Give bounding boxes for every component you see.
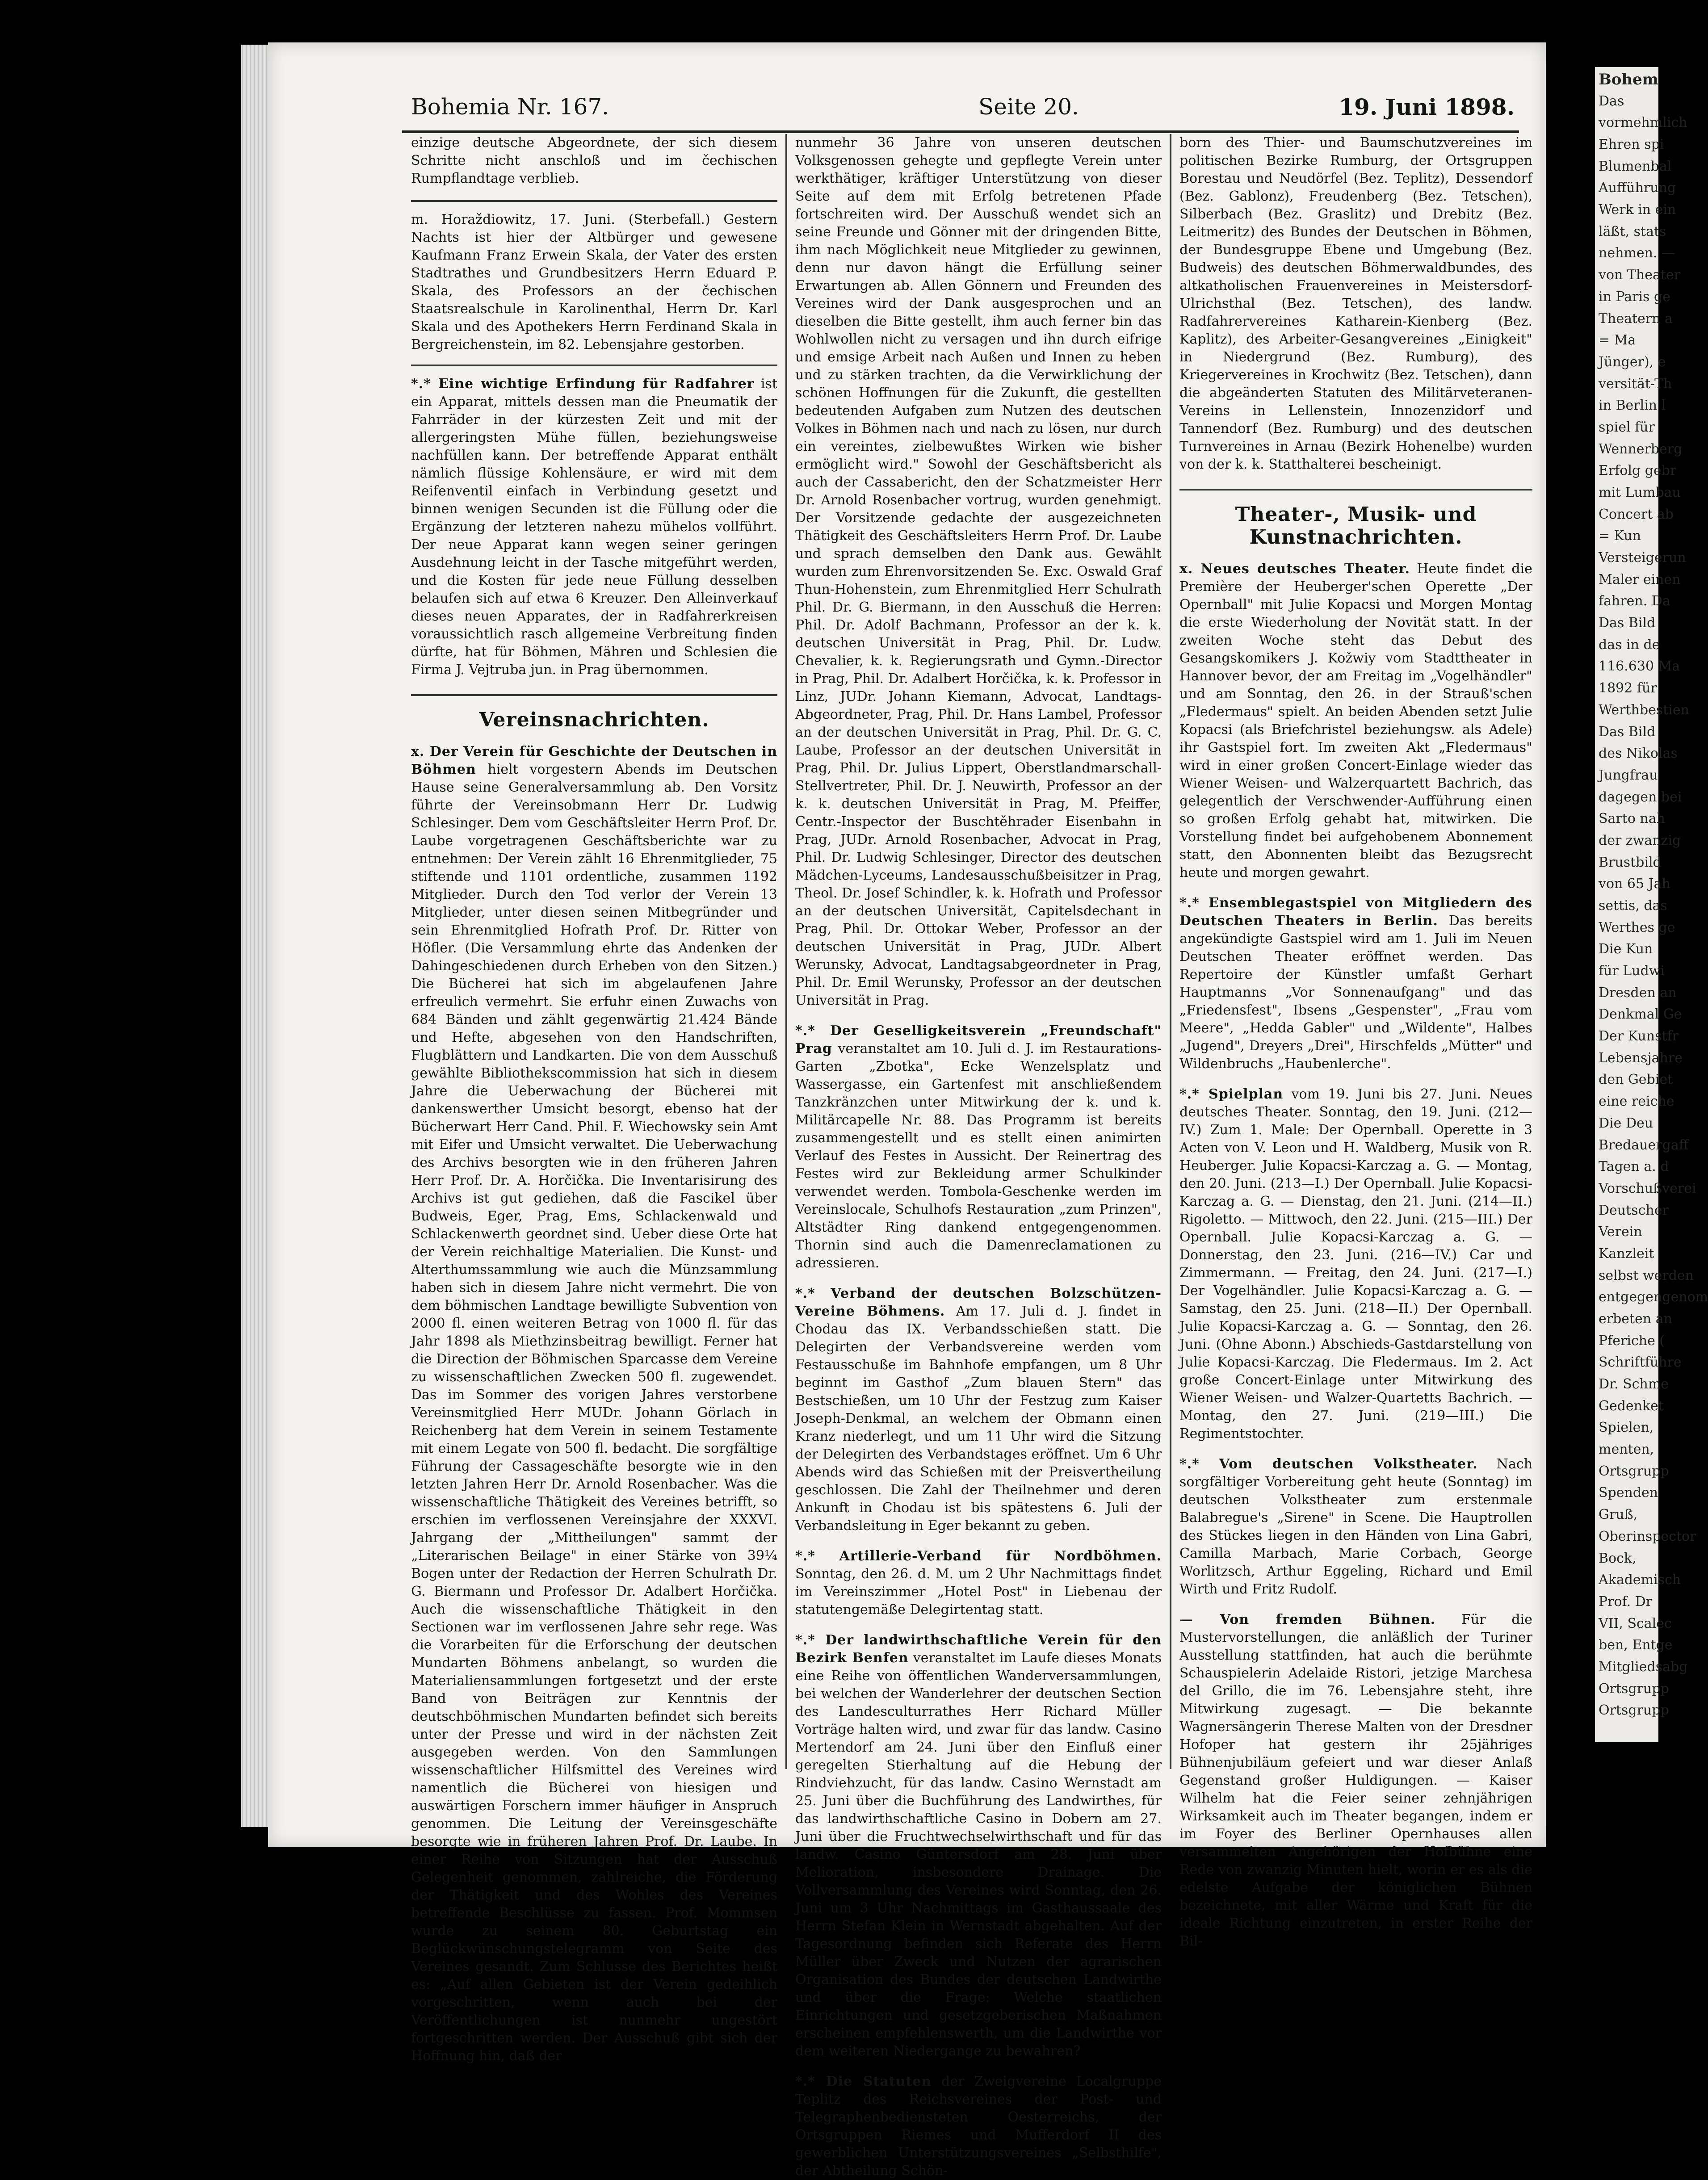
article-lead: *.* Spielplan [1179,1086,1284,1102]
article-lead: *.* Der Geselligkeitsverein „Freundschaft" Prag [795,1023,1162,1056]
adjacent-page-text: Ehren spi [1599,137,1664,153]
adjacent-page-text: Ortsgrupp [1599,1702,1669,1719]
article-spielplan [1179,1086,1532,1443]
adjacent-page-text: Gedenket [1599,1398,1664,1414]
article-body: hielt vorgestern Abends im Deutschen Hause seine Generalversammlung ab. Den Vorsitz führte der Vereinsobmann Herr Dr. Ludwig Schlesinger. Dem vom Geschäftsleiter Herrn Prof. Dr. Laube vorgetragenen Geschäftsberichte war zu entnehmen: Der Verein zählt 16 Ehrenmitglieder, 75 stiftende und 1101 ordentliche, zusammen 1192 Mitglieder. Durch den Tod verlor der Verein 13 Mitglieder, unter diesen seinen Mitbegründer und sein Ehrenmitglied Hofrath Prof. Dr. Ritter von Höfler. (Die Versammlung ehrte das Andenken der Dahingeschiedenen durch Erheben von den Sitzen.) Die Bücherei hat sich im abgelaufenen Jahre erfreulich vermehrt. Sie erfuhr einen Zuwachs von 684 Bänden und zählt gegenwärtig 21.424 Bände und Hefte, abgesehen von den Handschriften, Flugblättern und Landkarten. Die von dem Ausschuß gewählte Bibliothekscommission hat sich in diesem Jahre die Ueberwachung der Bücherei mit dankenswerther Umsicht besorgt, ebenso hat der Bücherwart Herr Cand. Phil. F. Wiechowsky sein Amt mit Eifer und Umsicht verwaltet. Die Ueberwachung des Archivs besorgten wie in den früheren Jahren Herr Prof. Dr. A. Horčička. Die Inventarisirung des Archivs ist gut gediehen, daß die Fascikel über Budweis, Eger, Prag, Ems, Schlackenwald und Schlackenwerth geordnet sind. Ueber diese Orte hat der Verein reichhaltige Materialien. Die Kunst- und Alterthumssammlung wie auch die Münzsammlung haben sich in diesem Jahre nicht vermehrt. Die von dem böhmischen Landtage bewilligte Subvention von 2000 fl. einen weiteren Betrag von 1000 fl. für das Jahr 1898 als Miethzinsbeitrag bewilligt. Ferner hat die Direction der Böhmischen Sparcasse dem Vereine zu wissenschaftlichen Zwecken 500 fl. zugewendet. Das im Sommer des vorigen Jahres verstorbene Vereinsmitglied Herr MUDr. Johann Görlach in Reichenberg hat dem Verein in seinem Testamente mit einem Legate von 500 fl. bedacht. Die sorgfältige Führung der Cassageschäfte besorgte wie in den letzten Jahren Herr Dr. Arnold Rosenbacher. Was die wissenschaftliche Thätigkeit des Vereines betrifft, so erschien im verflossenen Vereinsjahre der XXXVI. Jahrgang der „Mittheilungen" sammt der „Literarischen Beilage" in einer Stärke von 39¼ Bogen unter der Redaction der Herren Schulrath Dr. G. Biermann und Professor Dr. Adalbert Horčička. Auch die wissenschaftliche Thätigkeit in den Sectionen war im verflossenen Jahre sehr rege. Was die Vorarbeiten für die Erforschung der deutschen Mundarten Böhmens anbelangt, so wurden die Materialiensammlungen fortgesetzt und der erste Band von Beiträgen zur Kenntnis der deutschböhmischen Mundarten befindet sich bereits unter der Presse und wird in der nächsten Zeit ausgegeben werden. Von den Sammlungen wissenschaftlicher Hilfsmittel des Vereines wird namentlich die Bücherei von hiesigen und auswärtigen Forschern immer häufiger in Anspruch genommen. Die Leitung der Vereinsgeschäfte besorgte wie in früheren Jahren Prof. Dr. Laube. In einer Reihe von Sitzungen hat der Ausschuß Gelegenheit genommen, zahlreiche, die Förderung der Thätigkeit und des Wohles des Vereines betreffende Beschlüsse zu fassen. Prof. Mommsen wurde zu seinem 80. Geburtstag ein Beglückwünschungstelegramm von Seite des Vereines gesandt. Zum Schlusse des Berichtes heißt es: „Auf allen Gebieten ist der Verein gedeihlich vorgeschritten, wenn auch bei der Veröffentlichungen ist nunmehr ungestört fortgeschritten werden. Der Ausschuß gibt sich der Hoffnung hin, daß der [411,762,777,2064]
article-lead: *.* Eine wichtige Erfindung für Radfahrer [411,376,755,392]
adjacent-page-text: Theatern a [1599,310,1673,327]
section-title-vereinsnachrichten: Vereinsnachrichten. [411,694,777,731]
article-ensemble-berlin [1179,894,1532,1073]
adjacent-page-text: Tagen a. d [1599,1159,1669,1175]
adjacent-page-text: spiel für [1599,419,1655,435]
adjacent-page-text: Maler einen [1599,571,1681,587]
adjacent-page-text: Werk in ein [1599,202,1676,218]
adjacent-page-text: Lebensjahre [1599,1050,1683,1066]
adjacent-page-text: Concert ab [1599,506,1674,522]
adjacent-page-text: das in de [1599,637,1660,653]
adjacent-page-text: Ortsgrupp [1599,1463,1669,1479]
page-number: Seite 20. [978,94,1079,120]
adjacent-page-text: Oberinspector [1599,1528,1696,1544]
article-statuten [795,2073,1162,2180]
adjacent-page-text: Ortsgrupp [1599,1681,1669,1697]
adjacent-page-text: Bock, [1599,1550,1637,1566]
adjacent-page-text: 116.630 Ma [1599,658,1680,675]
adjacent-page-text: fahren. Da [1599,593,1670,609]
column-3 [1179,134,1533,1949]
adjacent-page-text: selbst werden [1599,1267,1694,1283]
article-freundschaft [795,1022,1162,1272]
article-body: der Zweigvereine Localgruppe Teplitz des Reichsvereines der Post- und Telegraphenbediensteten Oesterreichs, der Ortsgruppen Riemes und Mufferdorf II des gewerblichen Unterstützungsvereines „Selbsthilfe", der Abtheilung Schön- [795,2074,1162,2179]
adjacent-page-text: menten, [1599,1442,1654,1458]
dateline: m. Horaždiowitz, 17. Juni. (Sterbefall.) [411,212,710,227]
adjacent-page-text: Mitgliedsabg [1599,1659,1688,1675]
issue-date: 19. Juni 1898. [1339,94,1515,120]
article-verein-geschichte [411,743,777,2065]
column-2 [795,134,1162,2179]
article-lead: x. Neues deutsches Theater. [1179,561,1410,577]
adjacent-page-text: vormehmlich [1599,115,1687,131]
article-body: Heute findet die Première der Heuberger'schen Operette „Der Opernball" mit Julie Kopacsi und Morgen Montag die erste Wiederholung der Novität statt. In der zweiten Woche steht das Debut des Gesangskomikers J. Kožwiy vom Stadttheater in Hannover bevor, der am Freitag im „Vogelhändler" und am Sonntag, den 26. in der Strauß'schen „Fledermaus" spielt. An beiden Abenden setzt Julie Kopacsi (als Briefchristel beziehungsw. als Adele) ihr Gastspiel fort. Im zweiten Akt „Fledermaus" wird in einer großen Concert-Einlage wieder das Wiener Weisen- und Walzerquartett Bachrich, das gelegentlich der Verschwender-Aufführung einen so großen Erfolg gehabt hat, mitwirken. Die Vorstellung findet bei aufgehobenem Abonnement statt, den Abonnenten bleibt das Bezugsrecht heute und morgen gewahrt. [1179,561,1532,880]
article-artillerie [795,1547,1162,1619]
article-body: Am 17. Juli d. J. findet in Chodau das IX. Verbandsschießen statt. Die Delegirten der Verbandsvereine werden vom Festausschuße im Bahnhofe empfangen, um 8 Uhr beginnt im Gasthof „Zum blauen Stern" das Bestschießen, um 10 Uhr der Festzug zum Kaiser Joseph-Denkmal, an welchem der Obmann einen Kranz niederlegt, und um 11 Uhr wird die Sitzung der Delegirten des Verbandstages eröffnet. Um 6 Uhr Abends wird das Schießen mit der Preisvertheilung geschlossen. Die Zahl der Theilnehmer und deren Ankunft in Chodau ist bis spätestens 6. Juli der Verbandsleitung in Eger bekannt zu geben. [795,1304,1162,1534]
article-erfindung [411,375,777,679]
adjacent-page-text: von 65 Jah [1599,876,1670,892]
adjacent-page-text: Jünger), e [1599,354,1666,370]
adjacent-page-text: = Kun [1599,528,1641,544]
adjacent-page-text: für Ludwi [1599,963,1665,979]
adjacent-page-text: Bohem [1599,71,1658,88]
adjacent-page-text: dagegen bei [1599,789,1682,805]
article-lead: *.* Artillerie-Verband für Nordböhmen. [795,1548,1162,1564]
adjacent-page-text: = Ma [1599,332,1636,348]
adjacent-page-text: Spielen, [1599,1420,1654,1436]
article-body: ist ein Apparat, mittels dessen man die Pneumatik der Fahrräder in der kürzesten Zeit und mit der allergeringsten Mühe füllen, beziehungsweise nachfüllen kann. Der betreffende Apparat enthält nämlich flüssige Kohlensäure, er wird mit dem Reifenventil einfach in Verbindung gesetzt und binnen wenigen Secunden ist die Füllung oder die Ergänzung der letzteren nahezu mühelos vollführt. Der neue Apparat kann wegen seiner geringen Ausdehnung leicht in der Tasche mitgeführt werden, und die Kosten für jede neue Füllung desselben belaufen sich auf etwa 6 Kreuzer. Den Alleinverkauf dieses neuen Apparates, der in Radfahrerkreisen voraussichtlich rasch allgemeine Verbreitung finden dürfte, hat für Böhmen, Mähren und Schlesien die Firma J. Vejtruba jun. in Prag übernommen. [411,376,777,678]
adjacent-page-text: Kanzleit [1599,1245,1654,1262]
adjacent-page-text: entgegengenom [1599,1289,1708,1305]
adjacent-page-text: Spenden [1599,1485,1658,1501]
article-body: veranstaltet am 10. Juli d. J. im Restaurations-Garten „Zbotka", Ecke Wenzelsplatz und Wassergasse, ein Gartenfest mit anschließendem Tanzkränzchen unter Mitwirkung der k. und k. Militärcapelle Nr. 88. Das Programm ist bereits zusammengestellt und es stellt einen animirten Verlauf des Festes in Aussicht. Der Reinertrag des Festes wird zur Bekleidung armer Schulkinder verwendet werden. Tombola-Geschenke werden im Vereinslocale, Schulhofs Restauration „zum Prinzen", Altstädter Ring dankend entgegengenommen. Thornin sind auch die Damenreclamationen zu adressieren. [795,1041,1162,1271]
adjacent-page-text: Vorschußverei [1599,1180,1696,1196]
article-body: Gestern Nachts ist hier der Altbürger und gewesene Kaufmann Franz Erwein Skala, der Vater des ersten Stadtrathes und Grundbesitzers Herrn Eduard P. Skala, des Professors an der čechischen Staatsrealschule in Karolinenthal, Herrn Dr. Karl Skala und des Apothekers Herrn Ferdinand Skala in Bergreichenstein, im 82. Lebensjahre gestorben. [411,212,777,352]
adjacent-page-text: settis, das [1599,898,1667,914]
adjacent-page-text: Das [1599,93,1624,109]
adjacent-page-text: Jungfrau [1599,767,1658,783]
adjacent-page-text: Schriftführe [1599,1354,1682,1371]
article-lead: — Von fremden Bühnen. [1179,1612,1436,1627]
adjacent-page-text: Blumenbal [1599,158,1672,174]
article-lead: *.* Die Statuten [795,2074,932,2089]
adjacent-page-text: Bredauergaff [1599,1137,1689,1153]
article-continuation: nunmehr 36 Jahre von unseren deutschen Volksgenossen gehegte und gepflegte Verein unter werkthätiger, kräftiger Unterstützung von dieser Seite auf dem mit Erfolg betretenen Pfade fortschreiten wird. Der Ausschuß wendet sich an seine Freunde und Gönner mit der dringenden Bitte, ihm nach Möglichkeit neue Mitglieder zu gewinnen, denn nur davon hängt die Erfüllung seiner Erwartungen ab. Allen Gönnern und Freunden des Vereines wird der Dank ausgesprochen und an dieselben die Bitte gestellt, ihm auch ferner bin das Wohlwollen nicht zu versagen und ihn durch eifrige und emsige Arbeit nach Außen und Innen zu heben und zu stärken trachten, da die Verwirklichung der schönen Hoffnungen für die Zukunft, die gestellten bedeutenden Aufgaben zum Nutzen des deutschen Volkes in Böhmen nach und nach zu lösen, nur durch ein vereintes, zielbewußtes Wirken wie bisher ermöglicht wird." Sowohl der Geschäftsbericht als auch der Cassabericht, den der Schatzmeister Herr Dr. Arnold Rosenbacher vortrug, wurden genehmigt. Der Vorsitzende gedachte der ausgezeichneten Thätigkeit des Geschäftsleiters Herrn Prof. Dr. Laube und sprach demselben den Dank aus. Gewählt wurden zum Ehrenvorsitzenden Se. Exc. Oswald Graf Thun-Hohenstein, zum Ehrenmitglied Herr Schulrath Phil. Dr. G. Biermann, in den Ausschuß die Herren: Phil. Dr. Adolf Bachmann, Professor an der k. k. deutschen Universität in Prag, Phil. Dr. Ludw. Chevalier, k. k. Regierungsrath und Gymn.-Director in Prag, Phil. Dr. Adalbert Horčička, k. k. Professor in Linz, JUDr. Johann Kiemann, Advocat, Landtags-Abgeordneter, Prag, Phil. Dr. Hans Lambel, Professor an der deutschen Universität in Prag, Phil. Dr. G. C. Laube, Professor an der deutschen Universität in Prag, Phil. Dr. Julius Lippert, Oberstlandmarschall-Stellvertreter, Phil. Dr. J. Neuwirth, Professor an der k. k. deutschen Universität in Prag, M. Pfeiffer, Centr.-Inspector der Buschtěhrader Eisenbahn in Prag, JUDr. Arnold Rosenbacher, Advocat in Prag, Phil. Dr. Ludwig Schlesinger, Director des deutschen Mädchen-Lyceums, Landesausschußbeisitzer in Prag, Theol. Dr. Josef Schindler, k. k. Hofrath und Professor an der deutschen Universität, Capitelsdechant in Prag, Phil. Dr. Ottokar Weber, Professor an der deutschen Universität in Prag, JUDr. Albert Werunsky, Advocat, Landtagsabgeordneter in Prag, Phil. Dr. Emil Werunsky, Professor an der deutschen Universität in Prag. [795,135,1162,1008]
adjacent-page-text: eine reiche [1599,1094,1674,1110]
adjacent-page-text: in Paris ge [1599,289,1671,305]
article-volkstheater [1179,1455,1532,1598]
adjacent-page-text: Erfolg gebr [1599,463,1677,479]
column-divider [1170,134,1171,1769]
adjacent-page-text: Denkmal Ge [1599,1006,1682,1023]
section-rule [411,200,777,202]
adjacent-page-text: Dr. Schme [1599,1376,1669,1392]
adjacent-page-fragment [1595,67,1708,1742]
adjacent-page-text: Werthbestien [1599,702,1689,718]
adjacent-page-text: Aufführung [1599,180,1676,196]
adjacent-page-text: Brustbild [1599,854,1662,870]
article-lead: *.* Vom deutschen Volkstheater. [1179,1456,1478,1472]
article-continuation: einzige deutsche Abgeordnete, der sich diesem Schritte nicht anschloß und im čechischen Rumpflandtage verblieb. [411,135,777,186]
adjacent-page-text: mit Lumbau [1599,485,1681,500]
adjacent-page-text: des Nikolas [1599,746,1678,762]
adjacent-page-text: der zwanzig [1599,832,1681,848]
page-header [411,94,1515,130]
article-landwirth [795,1631,1162,2060]
adjacent-page-text: in Berlin l [1599,398,1666,414]
adjacent-page-text: Versteigerun [1599,550,1686,566]
adjacent-page-text: Verein [1599,1224,1642,1240]
article-body: Das bereits angekündigte Gastspiel wird am 1. Juli im Neuen Deutschen Theater eröffnet werden. Das Repertoire der Künstler umfaßt Gerhart Hauptmanns „Vor Sonnenaufgang" und das „Friedensfest", Ibsens „Gespenster", „Frau vom Meere", „Hedda Gabler" und „Wildente", Halbes „Jugend", Dreyers „Drei", Hirschfelds „Mütter" und Wildenbruchs „Haubenlerche". [1179,913,1533,1072]
adjacent-page-text: Sarto nah [1599,811,1665,827]
column-1 [411,134,777,2064]
adjacent-page-text: erbeten an [1599,1311,1672,1327]
article-lead: *.* Verband der deutschen Bolzschützen-Vereine Böhmens. [795,1286,1162,1319]
article-body: Nach sorgfältiger Vorbereitung geht heute (Sonntag) im deutschen Volkstheater zum erstenmale Balabregue's „Sirene" in Scene. Die Hauptrollen des Stückes liegen in den Händen von Lina Gabri, Camilla Marbach, Marie Corbach, George Worlitzsch, Arthur Eggeling, Richard und Emil Wirth und Fritz Rudolf. [1179,1456,1532,1597]
adjacent-page-text: VII, Scalec [1599,1615,1672,1631]
adjacent-page-text: Dresden an [1599,985,1677,1001]
article-bolzschuetzen [795,1285,1162,1535]
adjacent-page-text: Gruß, [1599,1507,1638,1523]
article-body: Sonntag, den 26. d. M. um 2 Uhr Nachmittags findet im Vereinszimmer „Hotel Post" in Liebenau der statutengemäße Delegirtentag statt. [795,1566,1162,1618]
adjacent-page-text: 1892 für [1599,680,1657,696]
adjacent-page-text: Der Kunstfr [1599,1028,1679,1044]
section-rule [411,365,777,366]
article-horazdiowitz [411,211,777,354]
article-body: veranstaltet im Laufe dieses Monats eine Reihe von öffentlichen Wanderversammlungen, bei welchen der Wanderlehrer der deutschen Section des Landesculturrathes Herr Richard Müller Vorträge halten wird, und zwar für das landw. Casino Mertendorf am 24. Juni über den Einfluß einer geregelten Stierhaltung auf die Hebung der Rindviehzucht, für das landw. Casino Wernstadt am 25. Juni über die Buchführung des Landwirthes, für das landwirthschaftliche Casino in Dobern am 27. Juni über die Fruchtwechselwirthschaft und für das landw. Casino Güntersdorf am 28. Juni über Melioration, insbesondere Drainage. Die Vollversammlung des Vereines wird Sonntag, den 26. Juni um 3 Uhr Nachmittags im Gasthaussaale des Herrn Stefan Klein in Wernstadt abgehalten. Auf der Tagesordnung befinden sich Referate des Herrn Müller über Zweck und Nutzen der agrarischen Organisation des Bundes der deutschen Landwirthe und über die Frage: Welche staatlichen Einrichtungen und gesetzgeberischen Maßnahmen erscheinen empfehlenswerth, um die Landwirthe vor dem weiteren Niedergange zu bewahren? [795,1650,1162,2059]
article-fremde-buehnen [1179,1611,1532,1950]
column-divider [785,134,787,1769]
article-lead: *.* Ensemblegastspiel von Mitgliedern des Deutschen Theaters in Berlin. [1179,895,1532,929]
adjacent-page-text: Die Kun [1599,941,1653,957]
adjacent-page-text: Das Bild [1599,724,1656,740]
adjacent-page-text: Das Bild [1599,615,1656,631]
adjacent-page-text: läßt, stats [1599,223,1666,239]
adjacent-page-text: ben, Entge [1599,1637,1673,1653]
article-lead: *.* Der landwirthschaftliche Verein für den Bezirk Benfen [795,1632,1162,1666]
adjacent-page-text: den Gebiet [1599,1072,1673,1088]
article-continuation: born des Thier- und Baumschutzvereines im politischen Bezirke Rumburg, der Ortsgruppen Borestau und Neudörfel (Bez. Teplitz), Dessendorf (Bez. Gablonz), Freudenberg (Bez. Tetschen), Silberbach (Bez. Graslitz) und Drebitz (Bez. Leitmeritz) des Bundes der Deutschen in Böhmen, der Bundesgruppe Ebene und Umgebung (Bez. Budweis) des deutschen Böhmerwaldbundes, des altkatholischen Frauenvereines in Meistersdorf-Ulrichsthal (Bez. Tetschen), des landw. Radfahrervereines Katharein-Kienberg (Bez. Kaplitz), des Arbeiter-Gesangvereines „Einigkeit" in Niedergrund (Bez. Rumburg), des Kriegervereines in Krochwitz (Bez. Tetschen), dann die abgeänderten Statuten des Militärveteranen-Vereins in Lellenstein, Innozenzidorf und Tannendorf (Bez. Rumburg) und des deutschen Turnvereines in Arnau (Bezirk Hohenelbe) wurden von der k. k. Statthalterei bescheinigt. [1179,135,1532,472]
adjacent-page-text: Wennerberg [1599,441,1683,457]
article-neues-theater [1179,560,1532,882]
adjacent-page-text: Pferiche ( [1599,1333,1665,1349]
section-title-theater: Theater-, Musik- und Kunstnachrichten. [1179,489,1532,549]
adjacent-page-text: von Theater [1599,267,1680,283]
adjacent-page-text: Prof. Dr [1599,1593,1653,1610]
article-lead: x. Der Verein für Geschichte der Deutschen in Böhmen [411,744,777,777]
header-rule [402,130,1519,133]
adjacent-page-text: Die Deu [1599,1115,1653,1131]
article-body: Für die Mustervorstellungen, die anläßlich der Turiner Ausstellung stattfinden, hat auch die berühmte Schauspielerin Adelaide Ristori, jetzige Marchesa del Grillo, die im 76. Lebensjahre steht, ihre Mitwirkung zugesagt. — Die bekannte Wagnersängerin Therese Malten von der Dresdner Hofoper hat gestern ihr 25jähriges Bühnenjubiläum gefeiert und war dieser Anlaß Gegenstand großer Huldigungen. — Kaiser Wilhelm hat die Feier seiner zehnjährigen Wirksamkeit auch im Theater begangen, indem er im Foyer des Berliner Opernhauses allen versammelten Angehörigen der Hofbühne eine Rede von zwanzig Minuten hielt, worin er es als die edelste Aufgabe der königlichen Bühnen bezeichnete, mit aller Wärme und Kraft für die ideale Richtung einzutreten, in erster Reihe der Bil- [1179,1612,1532,1949]
adjacent-page-text: Deutscher [1599,1202,1669,1218]
adjacent-page-text: versität-Th [1599,376,1672,392]
adjacent-page-text: Werthes ge [1599,919,1675,935]
adjacent-page-text: nehmen. — [1599,245,1675,261]
masthead: Bohemia Nr. 167. [411,94,609,120]
article-body: vom 19. Juni bis 27. Juni. Neues deutsches Theater. Sonntag, den 19. Juni. (212—IV.) Zum 1. Male: Der Opernball. Operette in 3 Acten von V. Leon und H. Waldberg, Musik von R. Heuberger. Julie Kopacsi-Karczag a. G. — Montag, den 20. Juni. (213—I.) Der Opernball. Julie Kopacsi-Karczag a. G. — Dienstag, den 21. Juni. (214—II.) Rigoletto. — Mittwoch, den 22. Juni. (215—III.) Der Opernball. Julie Kopacsi-Karczag a. G. — Donnerstag, den 23. Juni. (216—IV.) Car und Zimmermann. — Freitag, den 24. Juni. (217—I.) Der Vogelhändler. Julie Kopacsi-Karczag a. G. — Samstag, den 25. Juni. (218—II.) Der Opernball. Julie Kopacsi-Karczag a. G. — Sonntag, den 26. Juni. (Ohne Abonn.) Abschieds-Gastdarstellung von Julie Kopacsi-Karczag. Die Fledermaus. Im 2. Act große Concert-Einlage unter Mitwirkung des Wiener Weisen- und Walzer-Quartetts Bachrich. — Montag, den 27. Juni. (219—III.) Die Regimentstochter. [1179,1086,1532,1442]
adjacent-page-text: Akademisch [1599,1572,1681,1588]
